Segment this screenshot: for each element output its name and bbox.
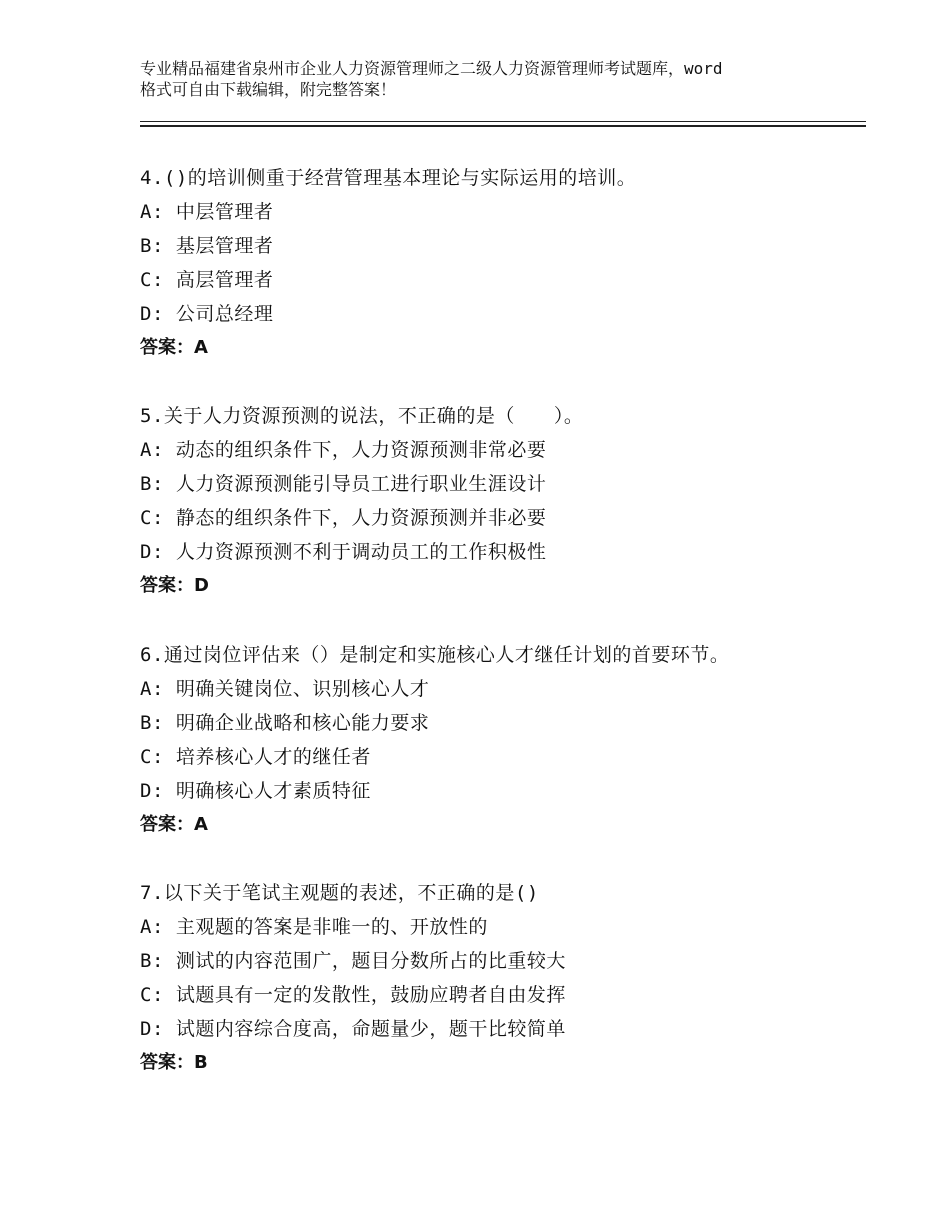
- option-d: D: 试题内容综合度高，命题量少，题干比较简单: [140, 1018, 566, 1040]
- option-a: A: 明确关键岗位、识别核心人才: [140, 678, 430, 700]
- option-c: C: 试题具有一定的发散性，鼓励应聘者自由发挥: [140, 984, 566, 1006]
- option-d: D: 公司总经理: [140, 303, 274, 325]
- answer: 答案：B: [140, 1052, 208, 1073]
- document-header: [140, 58, 830, 100]
- option-a: A: 动态的组织条件下，人力资源预测非常必要: [140, 439, 547, 461]
- header-line-2: 格式可自由下载编辑，附完整答案！: [140, 80, 397, 99]
- option-b: B: 测试的内容范围广，题目分数所占的比重较大: [140, 950, 566, 972]
- option-b: B: 人力资源预测能引导员工进行职业生涯设计: [140, 473, 547, 495]
- option-c: C: 培养核心人才的继任者: [140, 746, 371, 768]
- option-b: B: 明确企业战略和核心能力要求: [140, 712, 430, 734]
- header-divider-thin: [140, 121, 866, 122]
- option-d: D: 人力资源预测不利于调动员工的工作积极性: [140, 541, 547, 563]
- answer: 答案：A: [140, 337, 208, 358]
- header-divider-thick: [140, 125, 866, 127]
- header-line-1: 专业精品福建省泉州市企业人力资源管理师之二级人力资源管理师考试题库，word: [140, 59, 723, 78]
- option-b: B: 基层管理者: [140, 235, 274, 257]
- option-a: A: 主观题的答案是非唯一的、开放性的: [140, 916, 488, 938]
- question-stem: 4.()的培训侧重于经营管理基本理论与实际运用的培训。: [140, 167, 637, 189]
- question-6: [140, 638, 860, 842]
- question-stem: 7.以下关于笔试主观题的表述，不正确的是(): [140, 882, 539, 904]
- option-c: C: 静态的组织条件下，人力资源预测并非必要: [140, 507, 547, 529]
- question-7: [140, 876, 860, 1080]
- option-d: D: 明确核心人才素质特征: [140, 780, 371, 802]
- answer: 答案：A: [140, 814, 208, 835]
- question-stem: 5.关于人力资源预测的说法，不正确的是（ ）。: [140, 405, 584, 427]
- question-5: [140, 399, 860, 603]
- question-4: [140, 161, 860, 365]
- question-stem: 6.通过岗位评估来（）是制定和实施核心人才继任计划的首要环节。: [140, 644, 730, 666]
- answer: 答案：D: [140, 575, 209, 596]
- option-a: A: 中层管理者: [140, 201, 274, 223]
- option-c: C: 高层管理者: [140, 269, 274, 291]
